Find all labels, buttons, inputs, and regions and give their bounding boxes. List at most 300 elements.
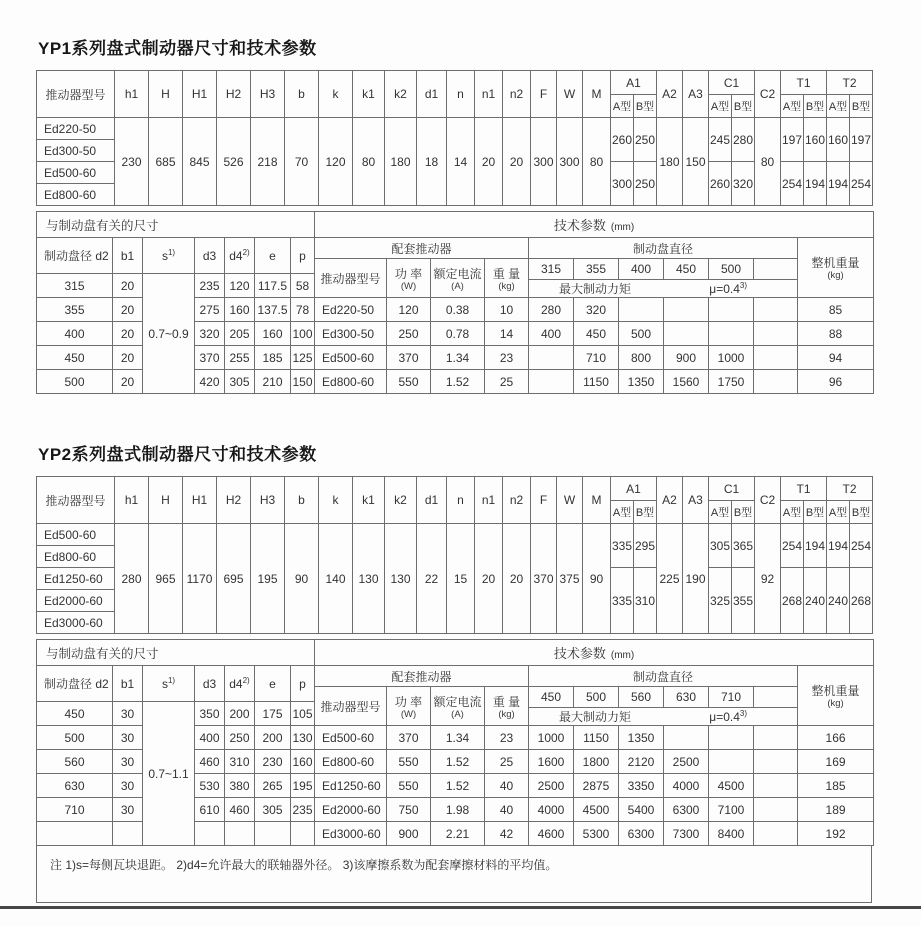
dim-value: 300: [557, 118, 583, 206]
torque-value: 5400: [619, 798, 664, 822]
power-value: 550: [387, 774, 431, 798]
current-value: 2.21: [431, 822, 485, 846]
weight-value: 23: [485, 346, 529, 370]
col-weight: [485, 687, 529, 726]
table-row: [315, 298, 874, 322]
empty-cell: [195, 822, 225, 846]
weight-value: 25: [485, 370, 529, 394]
disc-value: 30: [113, 798, 143, 822]
col-weight: [485, 259, 529, 298]
col-dim: b: [285, 71, 319, 118]
empty-cell: [225, 822, 255, 846]
torque-value: [709, 726, 754, 750]
dim-value: 80: [583, 118, 611, 206]
group-value: 355: [732, 568, 755, 634]
col-a3: A3: [683, 477, 709, 524]
torque-value: 2120: [619, 750, 664, 774]
empty-cell: [255, 822, 291, 846]
disc-value: 130: [291, 726, 315, 750]
group-value: 240: [804, 568, 827, 634]
group-value: 320: [732, 162, 755, 206]
empty-cell: [113, 822, 143, 846]
col-dim: d1: [417, 477, 447, 524]
group-value: 197: [850, 118, 873, 162]
table-row: [315, 370, 874, 394]
dim-value: 140: [319, 524, 353, 634]
power-unit: (W): [400, 708, 417, 720]
sup-1: 1): [167, 675, 176, 685]
total-weight-value: 169: [798, 750, 874, 774]
group-value: 260: [709, 162, 732, 206]
dia-value: 400: [619, 259, 664, 280]
dia-value: 500: [574, 687, 619, 708]
disc-value: 560: [37, 750, 113, 774]
s-label: s: [161, 676, 168, 691]
torque-value: [754, 370, 798, 394]
col-thruster-model: 推动器型号: [315, 259, 387, 298]
torque-value: [664, 322, 709, 346]
disc-value: 275: [195, 298, 225, 322]
col-b1: b1: [113, 666, 143, 702]
torque-value: 800: [619, 346, 664, 370]
dim-value: 120: [319, 118, 353, 206]
disc-value: 460: [195, 750, 225, 774]
col-dim: b: [285, 477, 319, 524]
col-dim: d1: [417, 71, 447, 118]
power-value: 370: [387, 726, 431, 750]
yp2-disc-table: [36, 639, 315, 846]
disc-value: 255: [225, 346, 255, 370]
col-dim: M: [583, 477, 611, 524]
table-row: [37, 666, 315, 702]
col-d2: 制动盘径 d2: [37, 666, 113, 702]
total-weight-value: 88: [798, 322, 874, 346]
torque-value: 3350: [619, 774, 664, 798]
col-subtype-a: A型: [709, 501, 732, 524]
col-dim: H: [149, 71, 183, 118]
group-value: 197: [781, 118, 804, 162]
table-row: [315, 346, 874, 370]
group-value: 194: [827, 162, 850, 206]
thruster-model-cell: Ed800-60: [315, 370, 387, 394]
power-value: 120: [387, 298, 431, 322]
torque-value: [619, 298, 664, 322]
col-subtype-b: B型: [634, 95, 657, 118]
group-value: 194: [804, 524, 827, 568]
table-row: [315, 750, 874, 774]
torque-value: 5300: [574, 822, 619, 846]
torque-value: 1000: [529, 726, 574, 750]
torque-value: 320: [574, 298, 619, 322]
col-a2: A2: [657, 71, 683, 118]
torque-value: [754, 726, 798, 750]
weight-value: 42: [485, 822, 529, 846]
disc-value: 150: [291, 370, 315, 394]
torque-value: 500: [619, 322, 664, 346]
total-weight-value: 185: [798, 774, 874, 798]
disc-value: 350: [195, 702, 225, 726]
disc-value: 78: [291, 298, 315, 322]
disc-value: 235: [195, 274, 225, 298]
group-value: 254: [850, 524, 873, 568]
total-weight-value: 85: [798, 298, 874, 322]
col-s: [143, 666, 195, 702]
torque-band: [529, 708, 798, 726]
model-cell: Ed800-60: [37, 546, 115, 568]
torque-value: 400: [529, 322, 574, 346]
torque-value: [664, 298, 709, 322]
tech-params-label: 技术参数: [553, 646, 606, 661]
col-subtype-a: A型: [827, 501, 850, 524]
model-cell: Ed300-50: [37, 140, 115, 162]
mu-label: [709, 710, 747, 724]
power-unit: (W): [400, 280, 417, 292]
group-value: 194: [827, 524, 850, 568]
torque-value: 1350: [619, 370, 664, 394]
model-cell: Ed3000-60: [37, 612, 115, 634]
disc-value: 175: [255, 702, 291, 726]
torque-value: [754, 822, 798, 846]
table-row: [315, 259, 874, 280]
dia-value: 355: [574, 259, 619, 280]
col-a2: A2: [657, 477, 683, 524]
sup-2: 2): [242, 247, 250, 257]
disc-value: 420: [195, 370, 225, 394]
torque-label: 最大制动力矩: [559, 282, 632, 296]
tech-section-label: [315, 640, 874, 666]
group-value: 268: [850, 568, 873, 634]
disc-value: 355: [37, 298, 113, 322]
dia-value: [754, 259, 798, 280]
yp1-lower-tables: [36, 211, 872, 394]
thruster-group-label: 配套推动器: [315, 238, 529, 259]
torque-value: 450: [574, 322, 619, 346]
torque-value: 2500: [664, 750, 709, 774]
thruster-model-cell: Ed300-50: [315, 322, 387, 346]
group-value: 194: [804, 162, 827, 206]
sup-1: 1): [167, 247, 176, 257]
total-weight-value: 192: [798, 822, 874, 846]
col-group-a1: A1: [611, 71, 657, 95]
col-total-weight: [798, 238, 874, 298]
dim-value: 180: [657, 118, 683, 206]
col-c2: C2: [755, 477, 781, 524]
torque-value: 8400: [709, 822, 754, 846]
current-unit: (A): [451, 280, 464, 292]
torque-value: [529, 370, 574, 394]
col-e: e: [255, 666, 291, 702]
dim-value: 130: [353, 524, 385, 634]
col-dim: n1: [475, 71, 503, 118]
disc-value: 400: [195, 726, 225, 750]
yp2-lower-tables: [36, 639, 872, 846]
col-d3: d3: [195, 666, 225, 702]
power-value: 750: [387, 798, 431, 822]
disc-value: 160: [255, 322, 291, 346]
table-row: [315, 798, 874, 822]
disc-value: 30: [113, 702, 143, 726]
tech-params-label: 技术参数: [553, 218, 606, 233]
dim-value: 92: [755, 524, 781, 634]
dia-value: 500: [709, 259, 754, 280]
power-value: 370: [387, 346, 431, 370]
section-title-yp2: YP2系列盘式制动器尺寸和技术参数: [38, 445, 317, 464]
torque-value: 4500: [709, 774, 754, 798]
group-value: 245: [709, 118, 732, 162]
col-dim: W: [557, 71, 583, 118]
torque-value: 4500: [574, 798, 619, 822]
table-row: [315, 726, 874, 750]
group-value: 295: [634, 524, 657, 568]
disc-value: 20: [113, 346, 143, 370]
torque-label: 最大制动力矩: [559, 710, 632, 724]
mm-unit-label: (mm): [610, 222, 635, 233]
total-weight-unit: (kg): [827, 270, 844, 281]
mu-value: μ=0.4: [709, 281, 740, 296]
disc-value: 610: [195, 798, 225, 822]
col-subtype-b: B型: [850, 501, 873, 524]
thruster-model-cell: Ed500-60: [315, 726, 387, 750]
torque-value: 1000: [709, 346, 754, 370]
disc-dia-group-label: 制动盘直径: [529, 238, 798, 259]
weight-value: 25: [485, 750, 529, 774]
total-weight-label: 整机重量: [811, 684, 860, 698]
dim-value: 15: [447, 524, 475, 634]
col-dim: k1: [353, 477, 385, 524]
s-label: s: [161, 248, 168, 263]
table-row: [315, 322, 874, 346]
mu-value: μ=0.4: [709, 709, 740, 724]
sup-3: 3): [739, 708, 748, 718]
disc-value: 160: [291, 750, 315, 774]
current-unit: (A): [451, 708, 464, 720]
disc-value: 20: [113, 322, 143, 346]
dim-value: 225: [657, 524, 683, 634]
thruster-group-label: 配套推动器: [315, 666, 529, 687]
table-row: [315, 822, 874, 846]
thruster-model-cell: Ed500-60: [315, 346, 387, 370]
thruster-model-cell: Ed800-60: [315, 750, 387, 774]
weight-value: 40: [485, 798, 529, 822]
col-group-t1: T1: [781, 71, 827, 95]
dim-value: 70: [285, 118, 319, 206]
col-current: [431, 259, 485, 298]
group-value: 254: [781, 524, 804, 568]
disc-value: 30: [113, 726, 143, 750]
disc-value: 305: [255, 798, 291, 822]
col-subtype-b: B型: [732, 501, 755, 524]
dim-value: 14: [447, 118, 475, 206]
current-value: 1.52: [431, 774, 485, 798]
disc-value: 200: [225, 702, 255, 726]
col-current: [431, 687, 485, 726]
dim-value: 526: [217, 118, 251, 206]
current-value: 1.52: [431, 370, 485, 394]
dim-value: 80: [353, 118, 385, 206]
table-row: [37, 477, 873, 501]
col-group-c1: C1: [709, 71, 755, 95]
disc-section-label: 与制动盘有关的尺寸: [37, 640, 315, 666]
power-value: 550: [387, 370, 431, 394]
group-value: 254: [781, 162, 804, 206]
torque-value: [529, 346, 574, 370]
sup-2: 2): [242, 675, 250, 685]
disc-value: 265: [255, 774, 291, 798]
col-group-t2: T2: [827, 71, 873, 95]
d4-label: d4: [229, 676, 243, 691]
dim-value: 90: [285, 524, 319, 634]
disc-value: 250: [225, 726, 255, 750]
col-subtype-a: A型: [709, 95, 732, 118]
dim-value: 190: [683, 524, 709, 634]
group-value: 160: [827, 118, 850, 162]
disc-dia-group-label: 制动盘直径: [529, 666, 798, 687]
dia-value: 560: [619, 687, 664, 708]
current-value: 1.52: [431, 750, 485, 774]
torque-value: 1750: [709, 370, 754, 394]
group-value: 335: [611, 524, 634, 568]
torque-value: 1350: [619, 726, 664, 750]
dim-value: 965: [149, 524, 183, 634]
col-subtype-b: B型: [850, 95, 873, 118]
disc-value: 450: [37, 702, 113, 726]
group-value: 250: [634, 162, 657, 206]
s-range-value: 0.7~0.9: [143, 274, 195, 394]
torque-value: 1600: [529, 750, 574, 774]
disc-value: 315: [37, 274, 113, 298]
disc-value: 230: [255, 750, 291, 774]
col-dim: k: [319, 71, 353, 118]
col-dim: H2: [217, 477, 251, 524]
col-dim: M: [583, 71, 611, 118]
col-thruster-model: 推动器型号: [315, 687, 387, 726]
disc-value: 195: [291, 774, 315, 798]
current-value: 1.98: [431, 798, 485, 822]
disc-value: 400: [37, 322, 113, 346]
dia-value: 450: [664, 259, 709, 280]
col-d2: 制动盘径 d2: [37, 238, 113, 274]
weight-label: 重 量: [492, 694, 521, 709]
total-weight-unit: (kg): [827, 698, 844, 709]
torque-value: 1150: [574, 370, 619, 394]
disc-value: 30: [113, 774, 143, 798]
disc-value: 530: [195, 774, 225, 798]
torque-value: [754, 750, 798, 774]
dim-value: 150: [683, 118, 709, 206]
dia-value: 710: [709, 687, 754, 708]
disc-value: 235: [291, 798, 315, 822]
col-subtype-a: A型: [611, 501, 634, 524]
disc-value: 450: [37, 346, 113, 370]
dim-value: 22: [417, 524, 447, 634]
disc-value: 320: [195, 322, 225, 346]
col-dim: h1: [115, 71, 149, 118]
dim-value: 18: [417, 118, 447, 206]
col-e: e: [255, 238, 291, 274]
total-weight-value: 166: [798, 726, 874, 750]
thruster-model-cell: Ed1250-60: [315, 774, 387, 798]
group-value: 160: [804, 118, 827, 162]
col-subtype-b: B型: [804, 95, 827, 118]
total-weight-value: 94: [798, 346, 874, 370]
disc-value: 30: [113, 750, 143, 774]
col-power: [387, 259, 431, 298]
col-subtype-b: B型: [634, 501, 657, 524]
page-divider-line: [0, 906, 921, 909]
disc-value: 460: [225, 798, 255, 822]
group-value: 300: [611, 162, 634, 206]
yp2-dimension-table: [36, 476, 873, 634]
table-row: [315, 774, 874, 798]
torque-value: 4000: [529, 798, 574, 822]
note-text: 注 1)s=每侧瓦块退距。 2)d4=允许最大的联轴器外径。 3)该摩擦系数为配套摩擦材料的平均值。: [36, 845, 872, 903]
torque-value: 1560: [664, 370, 709, 394]
dim-value: 90: [583, 524, 611, 634]
torque-value: 280: [529, 298, 574, 322]
dia-value: 450: [529, 687, 574, 708]
dim-value: 375: [557, 524, 583, 634]
table-row: [37, 640, 315, 666]
torque-value: [709, 750, 754, 774]
dim-value: 370: [531, 524, 557, 634]
col-group-t1: T1: [781, 477, 827, 501]
yp2-tech-table: [314, 639, 874, 846]
col-c2: C2: [755, 71, 781, 118]
group-value: 260: [611, 118, 634, 162]
table-row: [315, 238, 874, 259]
col-dim: n2: [503, 477, 531, 524]
current-value: 1.34: [431, 726, 485, 750]
col-dim: n: [447, 71, 475, 118]
disc-value: 710: [37, 798, 113, 822]
col-total-weight: [798, 666, 874, 726]
current-value: 0.38: [431, 298, 485, 322]
dim-value: 20: [503, 118, 531, 206]
table-row: [37, 238, 315, 274]
total-weight-value: 189: [798, 798, 874, 822]
torque-value: 7100: [709, 798, 754, 822]
group-value: 280: [732, 118, 755, 162]
group-value: 325: [709, 568, 732, 634]
torque-value: 900: [664, 346, 709, 370]
power-label: 功 率: [394, 694, 423, 709]
disc-value: 200: [255, 726, 291, 750]
group-value: 305: [709, 524, 732, 568]
dim-value: 20: [475, 118, 503, 206]
dim-value: 218: [251, 118, 285, 206]
model-cell: Ed500-60: [37, 524, 115, 546]
model-cell: Ed500-60: [37, 162, 115, 184]
col-a3: A3: [683, 71, 709, 118]
power-value: 250: [387, 322, 431, 346]
col-dim: k: [319, 477, 353, 524]
col-subtype-a: A型: [611, 95, 634, 118]
section-title-yp1: YP1系列盘式制动器尺寸和技术参数: [38, 39, 317, 58]
torque-value: 2500: [529, 774, 574, 798]
col-subtype-a: A型: [781, 95, 804, 118]
dim-value: 80: [755, 118, 781, 206]
torque-value: [754, 322, 798, 346]
weight-value: 40: [485, 774, 529, 798]
disc-value: 305: [225, 370, 255, 394]
col-subtype-b: B型: [732, 95, 755, 118]
table-row: [315, 640, 874, 666]
table-row: [315, 687, 874, 708]
col-d3: d3: [195, 238, 225, 274]
current-value: 0.78: [431, 322, 485, 346]
torque-value: [664, 726, 709, 750]
disc-value: 120: [225, 274, 255, 298]
